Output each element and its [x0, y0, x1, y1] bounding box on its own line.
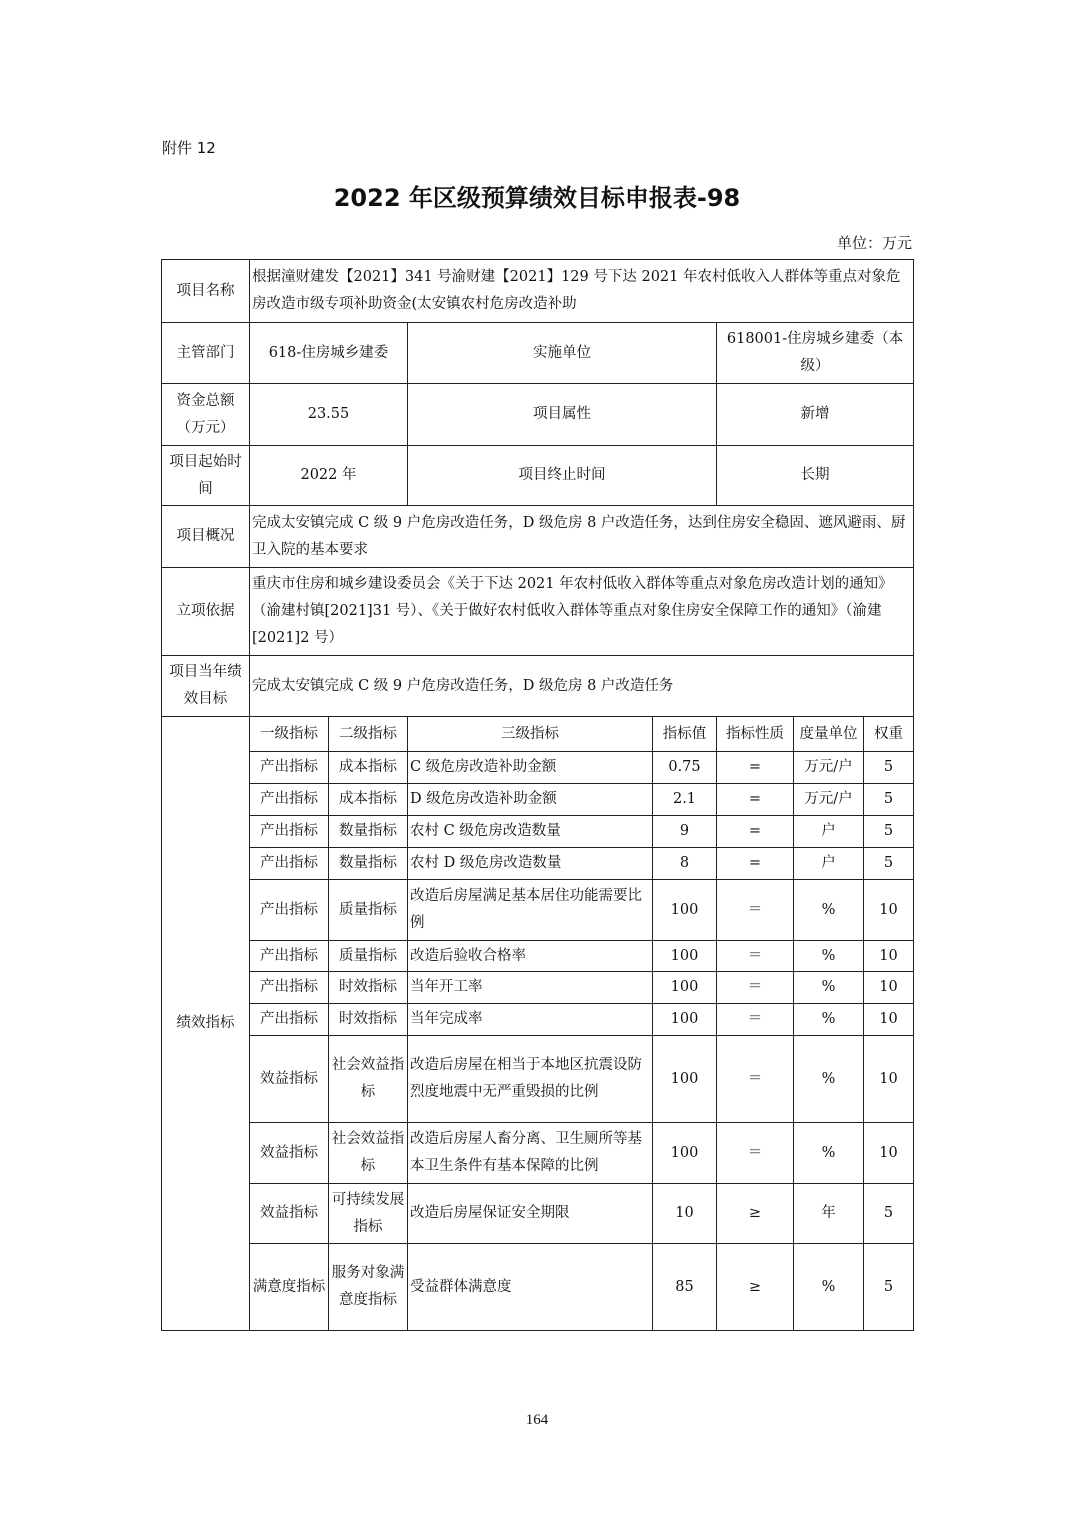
perf-cell: 10 — [864, 1004, 914, 1036]
perf-cell: 9 — [653, 816, 717, 848]
perf-cell: 10 — [864, 972, 914, 1004]
perf-cell: 可持续发展指标 — [329, 1184, 408, 1244]
perf-cell: 社会效益指标 — [329, 1036, 408, 1123]
perf-cell: 产出指标 — [250, 816, 329, 848]
perf-cell: ＝ — [717, 1036, 794, 1123]
perf-header-cell: 指标性质 — [717, 717, 794, 752]
end-label: 项目终止时间 — [408, 446, 717, 506]
perf-cell: 100 — [653, 1123, 717, 1184]
perf-cell: 时效指标 — [329, 1004, 408, 1036]
perf-cell: = — [717, 848, 794, 880]
overview-value: 完成太安镇完成 C 级 9 户危房改造任务，D 级危房 8 户改造任务，达到住房安全稳固、遮风避雨、厨卫入院的基本要求 — [250, 506, 914, 568]
perf-cell: 0.75 — [653, 752, 717, 784]
perf-cell: 受益群体满意度 — [408, 1244, 653, 1331]
perf-cell: 100 — [653, 1036, 717, 1123]
perf-cell: 成本指标 — [329, 784, 408, 816]
perf-cell: 100 — [653, 1004, 717, 1036]
perf-cell: 5 — [864, 848, 914, 880]
perf-cell: % — [794, 1004, 864, 1036]
perf-cell: 2.1 — [653, 784, 717, 816]
perf-cell: 产出指标 — [250, 941, 329, 972]
page-number: 164 — [525, 1412, 549, 1428]
budget-table — [161, 259, 914, 1331]
perf-cell: 5 — [864, 752, 914, 784]
attr-label: 项目属性 — [408, 384, 717, 446]
perf-cell: 当年开工率 — [408, 972, 653, 1004]
perf-cell: 万元/户 — [794, 784, 864, 816]
start-label: 项目起始时间 — [162, 446, 250, 506]
name-label: 项目名称 — [162, 260, 250, 323]
perf-cell: 数量指标 — [329, 816, 408, 848]
perf-cell: % — [794, 1036, 864, 1123]
perf-row — [162, 972, 914, 1004]
perf-cell: 万元/户 — [794, 752, 864, 784]
perf-cell: % — [794, 972, 864, 1004]
perf-row — [162, 752, 914, 784]
perf-cell: 服务对象满意度指标 — [329, 1244, 408, 1331]
perf-cell: 时效指标 — [329, 972, 408, 1004]
perf-row — [162, 1123, 914, 1184]
perf-cell: 5 — [864, 816, 914, 848]
perf-row — [162, 784, 914, 816]
perf-cell: 年 — [794, 1184, 864, 1244]
perf-row — [162, 880, 914, 941]
perf-row — [162, 1184, 914, 1244]
perf-header-cell: 二级指标 — [329, 717, 408, 752]
perf-row — [162, 816, 914, 848]
perf-cell: 8 — [653, 848, 717, 880]
perf-cell: 质量指标 — [329, 880, 408, 941]
perf-cell: 产出指标 — [250, 1004, 329, 1036]
perf-header-cell: 一级指标 — [250, 717, 329, 752]
perf-cell: ＝ — [717, 972, 794, 1004]
dept-label: 主管部门 — [162, 323, 250, 384]
perf-cell: 社会效益指标 — [329, 1123, 408, 1184]
goal-value: 完成太安镇完成 C 级 9 户危房改造任务，D 级危房 8 户改造任务 — [250, 656, 914, 717]
overview-label: 项目概况 — [162, 506, 250, 568]
perf-cell: 产出指标 — [250, 784, 329, 816]
perf-cell: 产出指标 — [250, 752, 329, 784]
perf-cell: 产出指标 — [250, 848, 329, 880]
attachment-label: 附件 12 — [162, 139, 216, 157]
perf-cell: 农村 C 级危房改造数量 — [408, 816, 653, 848]
perf-cell: 改造后房屋人畜分离、卫生厕所等基本卫生条件有基本保障的比例 — [408, 1123, 653, 1184]
perf-cell: 100 — [653, 941, 717, 972]
name-value: 根据潼财建发【2021】341 号渝财建【2021】129 号下达 2021 年农村低收入人群体等重点对象危房改造市级专项补助资金(太安镇农村危房改造补助 — [250, 260, 914, 323]
perf-cell: 成本指标 — [329, 752, 408, 784]
amount-value: 23.55 — [250, 384, 408, 446]
perf-cell: 户 — [794, 816, 864, 848]
perf-cell: % — [794, 1244, 864, 1331]
perf-cell: 效益指标 — [250, 1036, 329, 1123]
perf-header-cell: 度量单位 — [794, 717, 864, 752]
perf-cell: 满意度指标 — [250, 1244, 329, 1331]
perf-cell: 产出指标 — [250, 880, 329, 941]
perf-cell: 效益指标 — [250, 1184, 329, 1244]
perf-cell: ≥ — [717, 1244, 794, 1331]
impl-label: 实施单位 — [408, 323, 717, 384]
basis-label: 立项依据 — [162, 568, 250, 656]
perf-cell: 10 — [864, 1036, 914, 1123]
perf-cell: ≥ — [717, 1184, 794, 1244]
amount-label: 资金总额（万元） — [162, 384, 250, 446]
perf-cell: 改造后房屋在相当于本地区抗震设防烈度地震中无严重毁损的比例 — [408, 1036, 653, 1123]
perf-cell: 农村 D 级危房改造数量 — [408, 848, 653, 880]
perf-cell: D 级危房改造补助金额 — [408, 784, 653, 816]
attr-value: 新增 — [717, 384, 914, 446]
end-value: 长期 — [717, 446, 914, 506]
perf-cell: 10 — [864, 1123, 914, 1184]
perf-header-cell: 权重 — [864, 717, 914, 752]
goal-label: 项目当年绩效目标 — [162, 656, 250, 717]
perf-cell: 10 — [864, 880, 914, 941]
perf-cell: 5 — [864, 1184, 914, 1244]
perf-cell: = — [717, 816, 794, 848]
page-title: 2022 年区级预算绩效目标申报表-98 — [333, 184, 741, 212]
basis-value: 重庆市住房和城乡建设委员会《关于下达 2021 年农村低收入群体等重点对象危房改造计划的通知》（渝建村镇[2021]31 号）、《关于做好农村低收入群体等重点对象住房安全保障工作的通知》（渝建[2021]2 号） — [250, 568, 914, 656]
perf-cell: ＝ — [717, 1123, 794, 1184]
perf-cell: 产出指标 — [250, 972, 329, 1004]
perf-row — [162, 1244, 914, 1331]
perf-cell: 5 — [864, 1244, 914, 1331]
perf-cell: 数量指标 — [329, 848, 408, 880]
perf-cell: 5 — [864, 784, 914, 816]
perf-cell: 100 — [653, 972, 717, 1004]
perf-cell: 效益指标 — [250, 1123, 329, 1184]
perf-cell: 改造后房屋满足基本居住功能需要比例 — [408, 880, 653, 941]
perf-cell: C 级危房改造补助金额 — [408, 752, 653, 784]
perf-cell: 10 — [653, 1184, 717, 1244]
perf-cell: 10 — [864, 941, 914, 972]
perf-cell: 户 — [794, 848, 864, 880]
unit-label: 单位：万元 — [836, 234, 912, 252]
perf-cell: 100 — [653, 880, 717, 941]
perf-cell: 改造后房屋保证安全期限 — [408, 1184, 653, 1244]
perf-cell: = — [717, 784, 794, 816]
perf-cell: = — [717, 752, 794, 784]
start-value: 2022 年 — [250, 446, 408, 506]
perf-cell: 质量指标 — [329, 941, 408, 972]
perf-cell: 改造后验收合格率 — [408, 941, 653, 972]
perf-row — [162, 848, 914, 880]
impl-value: 618001-住房城乡建委（本级） — [717, 323, 914, 384]
perf-cell: % — [794, 880, 864, 941]
perf-cell: ＝ — [717, 1004, 794, 1036]
perf-cell: % — [794, 941, 864, 972]
perf-cell: ＝ — [717, 941, 794, 972]
perf-header-cell: 三级指标 — [408, 717, 653, 752]
perf-cell: % — [794, 1123, 864, 1184]
perf-cell: 85 — [653, 1244, 717, 1331]
perf-row — [162, 1036, 914, 1123]
perf-cell: 当年完成率 — [408, 1004, 653, 1036]
perf-label: 绩效指标 — [162, 717, 250, 1331]
perf-row — [162, 941, 914, 972]
perf-header-cell: 指标值 — [653, 717, 717, 752]
perf-row — [162, 1004, 914, 1036]
dept-value: 618-住房城乡建委 — [250, 323, 408, 384]
perf-cell: ＝ — [717, 880, 794, 941]
